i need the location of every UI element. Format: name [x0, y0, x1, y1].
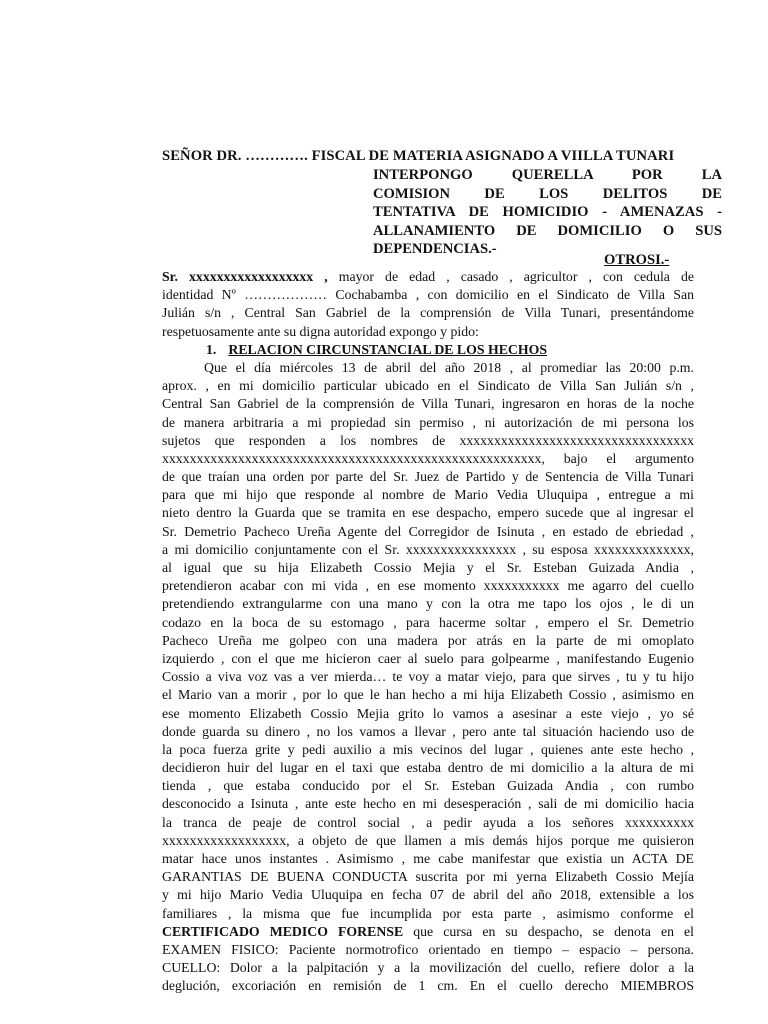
complainant-name: Sr. xxxxxxxxxxxxxxxxxx ,	[162, 269, 328, 284]
paragraph-line: aprox. , en mi domicilio particular ubicado en el Sindicato de Villa San Julián s/n ,	[162, 378, 694, 394]
paragraph-line: y mi hijo Mario Vedia Uluquipa en fecha 07 de abril del año 2018, extensible a los	[162, 887, 694, 903]
subject-line: COMISION DE LOS DELITOS DE	[373, 185, 722, 202]
intro-line-rest: mayor de edad , casado , agricultor , con cedula de	[327, 269, 695, 284]
subject-line: ALLANAMIENTO DE DOMICILIO O SUS	[373, 222, 722, 239]
subject-line: TENTATIVA DE HOMICIDIO - AMENAZAS -	[373, 204, 722, 221]
paragraph-line: la tranca de peaje de control social , a pedir ayuda a los señores xxxxxxxxxx	[162, 814, 694, 830]
paragraph-line: Central San Gabriel de la comprensión de Villa Tunari, ingresaron en horas de la noche	[162, 396, 694, 412]
subject-line: INTERPONGO QUERELLA POR LA	[373, 167, 722, 183]
intro-line: respetuosamente ante su digna autoridad expongo y pido:	[162, 323, 479, 339]
document-body	[162, 268, 694, 996]
certificate-rest: que cursa en su despacho, se denota en el	[403, 923, 694, 939]
paragraph-line: EXAMEN FISICO: Paciente normotrofico orientado en tiempo – espacio – persona.	[162, 941, 694, 957]
paragraph-line: izquierdo , con el que me hicieron caer al suelo para golpearme , manifestando Eugenio	[162, 650, 694, 666]
paragraph-line: donde guarda su dinero , no los vamos a llevar , pero ante tal situación haciendo uso de	[162, 723, 694, 739]
paragraph-line: GARANTIAS DE BUENA CONDUCTA suscrita por mi yerna Elizabeth Cossio Mejía	[162, 869, 694, 885]
section-number: 1.	[206, 341, 217, 357]
paragraph-line: pretendiendo extrangularme con una mano y con la otra me tapo los ojos , le di un	[162, 596, 694, 612]
paragraph-line: sujetos que responden a los nombres de xxxxxxxxxxxxxxxxxxxxxxxxxxxxxxxxxx	[162, 432, 694, 448]
paragraph-line: pretendieron acabar con mi vida , en ese momento xxxxxxxxxxx me agarro del cuello	[162, 578, 694, 594]
paragraph-line: la poca fuerza grite y pedi auxilio a mis vecinos del lugar , quienes ante este hecho ,	[162, 741, 694, 757]
addressee-line: SEÑOR DR. …………. FISCAL DE MATERIA ASIGNADO A VIILLA TUNARI	[162, 148, 675, 164]
paragraph-line: nieto dentro la Guarda que se tramita en ese despacho, empero sucede que al ingresar el	[162, 505, 694, 521]
intro-line: Julián s/n , Central San Gabriel de la comprensión de Villa Tunari, presentándome	[162, 305, 694, 321]
paragraph-line: xxxxxxxxxxxxxxxxxx, a objeto de que llamen a mis demás hijos porque me quisieron	[162, 832, 694, 848]
paragraph-line: al igual que su hija Elizabeth Cossio Mejia y el Sr. Esteban Guizada Andia ,	[162, 560, 694, 575]
section-heading	[162, 341, 694, 359]
paragraph-line: a mi domicilio conjuntamente con el Sr. xxxxxxxxxxxxxxxx , su esposa xxxxxxxxxxxxxx,	[162, 541, 694, 557]
paragraph-line: de manera arbitraria a mi propiedad sin permiso , ni autorización de mi persona los	[162, 414, 694, 430]
paragraph-line: codazo en la boca de su estomago , para hacerme soltar , empero el Sr. Demetrio	[162, 614, 694, 630]
paragraph-line: xxxxxxxxxxxxxxxxxxxxxxxxxxxxxxxxxxxxxxxxxxxxxxxxxxxxxxx, bajo el argumento	[162, 450, 694, 466]
paragraph-line: tienda , que estaba conducido por el Sr. Esteban Guizada Andia , con rumbo	[162, 778, 694, 794]
paragraph-line: deglución, excoriación en remisión de 1 cm. En el cuello derecho MIEMBROS	[162, 978, 694, 994]
certificate-title: CERTIFICADO MEDICO FORENSE	[162, 923, 404, 939]
paragraph-line: desconocido a Isinuta , ante este hecho en mi desesperación , sali de mi domicilio hacia	[162, 796, 694, 812]
paragraph-line: CUELLO: Dolor a la palpitación y a la movilización del cuello, refiere dolor a la	[162, 960, 694, 976]
paragraph-line: matar hace unos instantes . Asimismo , me cabe manifestar que existia un ACTA DE	[162, 851, 694, 866]
paragraph-line: decidieron huir del lugar en el taxi que estaba dentro de mi domicilio a la altura de mi	[162, 760, 694, 776]
otrosi-label: OTROSI.-	[604, 252, 670, 268]
intro-line: identidad Nº ……………… Cochabamba , con domicilio en el Sindicato de Villa San	[162, 287, 694, 303]
facts-paragraph	[162, 359, 694, 923]
paragraph-line: Pacheco Ureña me golpeo con una madera por atrás en la parte de mi omoplato	[162, 632, 694, 648]
paragraph-line: Que el día miércoles 13 de abril del año 2018 , al promediar las 20:00 p.m.	[204, 359, 694, 375]
intro-line	[162, 268, 694, 286]
paragraph-line: el Mario van a morir , por lo que le han hecho a mi hija Elizabeth Cossio , asimismo en	[162, 687, 694, 703]
paragraph-line: Sr. Demetrio Pacheco Ureña Agente del Corregidor de Isinuta , en estado de ebriedad ,	[162, 523, 694, 539]
paragraph-line: familiares , la misma que fue incumplida por esta parte , asimismo conforme el	[162, 905, 694, 921]
section-title: RELACION CIRCUNSTANCIAL DE LOS HECHOS	[228, 341, 548, 357]
subject-line: DEPENDENCIAS.-	[373, 241, 497, 258]
paragraph-line: para que mi hijo que responde al nombre de Mario Vedia Uluquipa , entregue a mi	[162, 487, 694, 503]
subject-block	[373, 166, 722, 259]
paragraph-line: ese momento Elizabeth Cossio Mejia grito lo vamos a asesinar a este viejo , yo sé	[162, 705, 694, 721]
paragraph-line	[162, 923, 694, 941]
paragraph-line: Cossio a viva voz vas a ver mierda… te voy a matar viejo, para que sirves , tu y tu hijo	[162, 669, 694, 685]
paragraph-line: de que traían una orden por parte del Sr. Juez de Partido y de Sentencia de Villa Tunari	[162, 469, 694, 485]
